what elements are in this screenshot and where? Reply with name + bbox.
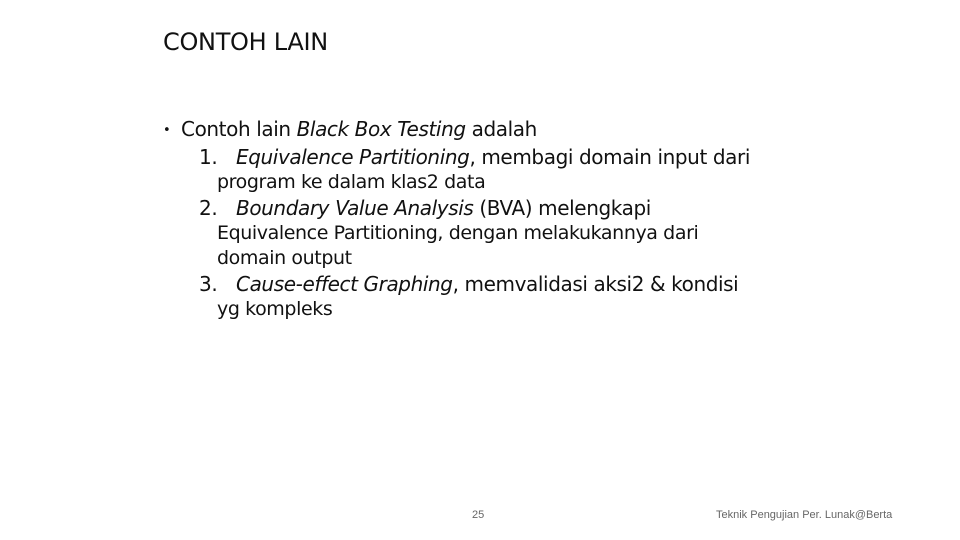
page-number: 25 bbox=[472, 509, 485, 521]
list-item bbox=[199, 144, 823, 195]
slide-title: CONTOH LAIN bbox=[163, 28, 328, 56]
bullet-icon: • bbox=[163, 123, 171, 138]
list-item bbox=[199, 195, 823, 271]
bullet-text-before: Contoh lain bbox=[181, 117, 297, 141]
item-number: 3. bbox=[199, 272, 218, 296]
item-term: Cause-effect Graphing bbox=[236, 272, 453, 296]
item-number: 2. bbox=[199, 196, 218, 220]
item-term: Boundary Value Analysis bbox=[236, 196, 474, 220]
item-description: , membagi domain input dari bbox=[469, 145, 750, 169]
item-term: Equivalence Partitioning bbox=[236, 145, 470, 169]
footer-note: Teknik Pengujian Per. Lunak@Berta bbox=[716, 509, 893, 521]
item-number: 1. bbox=[199, 145, 218, 169]
item-continuation: program ke dalam klas2 data bbox=[217, 171, 486, 193]
list-item bbox=[199, 271, 823, 322]
item-continuation: domain output bbox=[217, 247, 352, 269]
bullet-text-italic: Black Box Testing bbox=[296, 117, 466, 141]
item-description: (BVA) melengkapi bbox=[473, 196, 651, 220]
bullet-line bbox=[163, 116, 823, 144]
slide-content bbox=[163, 116, 823, 322]
item-continuation: yg kompleks bbox=[217, 298, 333, 320]
bullet-text-after: adalah bbox=[465, 117, 537, 141]
item-description: , memvalidasi aksi2 & kondisi bbox=[452, 272, 739, 296]
item-continuation: Equivalence Partitioning, dengan melakukannya dari bbox=[217, 222, 699, 244]
